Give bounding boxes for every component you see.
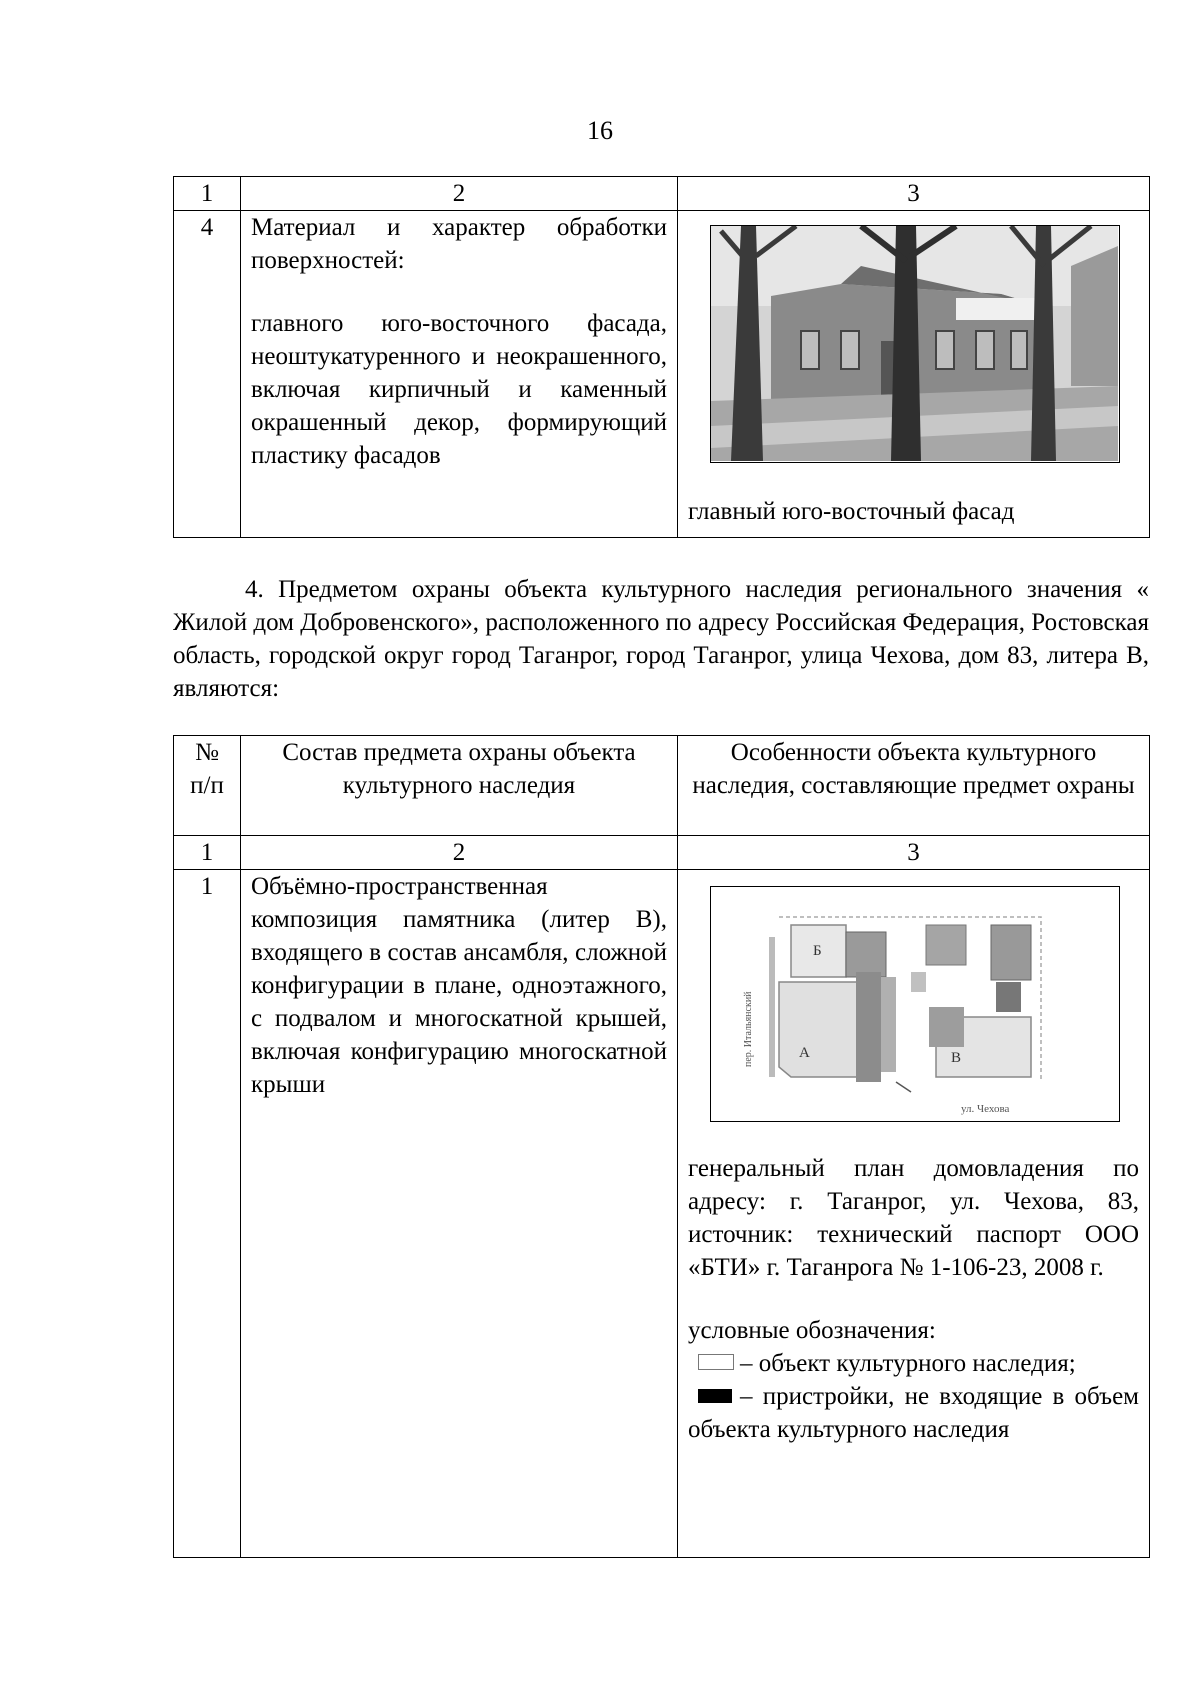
header-composition: Состав предмета охраны объекта культурного наследия (241, 736, 678, 836)
row-number: 4 (174, 211, 241, 538)
plan-label-a: А (799, 1045, 810, 1061)
plan-label-lane: пер. Итальянский (743, 991, 754, 1067)
numbering-cell-2: 2 (241, 836, 678, 870)
table-row (174, 870, 1150, 1558)
row-features (678, 870, 1150, 1558)
description-detail: главного юго-восточного фасада, неоштукатуренного и неокрашенного, включая кирпичный и каменный окрашенный декор, формирующий пластику фасадов (251, 310, 667, 469)
table-material (173, 176, 1150, 538)
legend-swatch-extensions (698, 1389, 732, 1403)
row-photo-cell (678, 211, 1150, 538)
numbering-row (174, 836, 1150, 870)
numbering-cell-1: 1 (174, 836, 241, 870)
plan-label-street: ул. Чехова (961, 1103, 1010, 1115)
photo-caption: главный юго-восточный фасад (688, 498, 1015, 525)
numbering-cell-3: 3 (678, 836, 1150, 870)
table-protection-body (173, 835, 1150, 1558)
header-cell-1: 1 (174, 177, 241, 211)
plan-label-v: В (951, 1050, 962, 1066)
table-header-row (174, 736, 1150, 836)
legend-title: условные обозначения: (688, 1317, 936, 1344)
table-header-row (174, 177, 1150, 211)
legend-item-extensions (688, 1380, 1139, 1446)
plan-label-b: Б (813, 943, 822, 959)
row-description (241, 211, 678, 538)
site-plan (710, 886, 1120, 1122)
facade-photo (710, 225, 1120, 463)
legend-swatch-heritage (698, 1354, 734, 1370)
header-features: Особенности объекта культурного наследия, составляющие предмет охраны (678, 736, 1150, 836)
plan-caption: генеральный план домовладения по адресу: г. Таганрог, ул. Чехова, 83, источник: технический паспорт ООО «БТИ» г. Таганрога № 1-106-23, 2008 г. (688, 1155, 1139, 1281)
header-cell-3: 3 (678, 177, 1150, 211)
header-cell-2: 2 (241, 177, 678, 211)
table-row (174, 211, 1150, 538)
row-composition: Объёмно-пространственная композиция памятника (литер В), входящего в состав ансамбля, сложной конфигурации в плане, одноэтажного, с подвалом и многоскатной крышей, включая конфигурацию многоскатной крыши (241, 870, 678, 1558)
table-protection-header (173, 735, 1150, 836)
row-number: 1 (174, 870, 241, 1558)
protection-subject-paragraph: 4. Предметом охраны объекта культурного наследия регионального значения « Жилой дом Добровенского», расположенного по адресу Российская Федерация, Ростовская область, городской округ город Таганрог, город Таганрог, улица Чехова, дом 83, литера В, являются: (173, 576, 1149, 702)
page-number: 16 (587, 116, 613, 145)
legend-item-heritage (688, 1347, 1139, 1380)
legend-item-heritage-text: – объект культурного наследия; (740, 1350, 1076, 1377)
legend-item-extensions-text: – пристройки, не входящие в объем объекта культурного наследия (688, 1383, 1139, 1443)
facade-photo-image (711, 226, 1118, 461)
description-intro: Материал и характер обработки поверхностей: (251, 214, 667, 274)
site-plan-image (711, 887, 1118, 1120)
header-number: № п/п (174, 736, 241, 836)
